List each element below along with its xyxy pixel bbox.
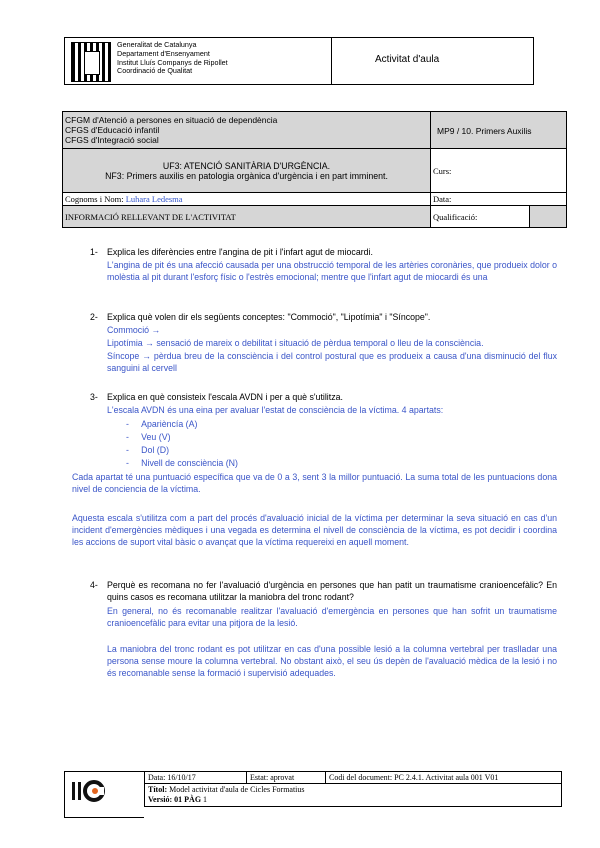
name-label: Cognoms i Nom:: [65, 194, 124, 204]
iic-logo: [70, 776, 110, 806]
footer-table: [144, 771, 562, 807]
q4-number: 4-: [90, 580, 98, 590]
curs-cell: [431, 149, 567, 193]
course-line: CFGS d'Integració social: [65, 135, 159, 145]
curs-label: Curs:: [433, 165, 452, 176]
q3-intro: L'escala AVDN és una eina per avaluar l'estat de consciència de la víctima. 4 apartats:: [107, 405, 444, 415]
nf-title: NF3: Primers auxilis en patologia orgànica d'urgència i en part imminent.: [105, 170, 388, 181]
q4-answer-1: En general, no és recomanable realitzar l'avaluació d'emergència en persones que han sofrit un traumatisme cranioencefàlic para evitar una pitjora de la lesió.: [107, 606, 557, 629]
q2-question: Explica què volen dir els següents conceptes: "Commoció", "Lipotímia" i "Síncope".: [107, 312, 431, 322]
document-header: [64, 37, 534, 85]
q1-number: 1-: [90, 247, 98, 257]
footer-date: Data: 16/10/17: [145, 772, 247, 784]
list-item: - Dol (D): [126, 445, 170, 455]
avdn-item: Dol (D): [141, 445, 170, 455]
student-name: Luhara Ledesma: [125, 194, 183, 204]
list-item: - Aparièncía (A): [126, 419, 198, 429]
footer-state: Estat: aprovat: [247, 772, 326, 784]
organization-block: [117, 41, 228, 76]
q4-question: Perquè es recomana no fer l'avaluació d'urgència en persones que han patit un traumatisme cranioencefàlic? En quins casos es recomana utilitzar la maniobra del tronc rodant?: [107, 580, 557, 603]
generalitat-logo: [71, 42, 111, 82]
info-table: [62, 111, 567, 228]
org-line: Institut Lluís Companys de Ripollet: [117, 57, 228, 67]
footer-title-cell: [145, 784, 562, 807]
footer-version: 01: [174, 795, 183, 804]
q3-number: 3-: [90, 392, 98, 402]
footer-page: 1: [203, 795, 208, 804]
org-line: Coordinació de Qualitat: [117, 66, 193, 76]
q3-paragraph-2: Aquesta escala s'utilitza com a part del procés d'avaluació inicial de la víctima per determinar la seva situació en cas d'un incident d'emergències mèdiques i una vegada es determina el nivell de consciència de la víctima, es pot decidir i coordina les accions de suport vital bàsic o avançat que la víctima requereixi en aquell moment.: [72, 513, 557, 548]
header-divider: [331, 38, 332, 84]
uf-title: UF3: ATENCIÓ SANITÀRIA D'URGÈNCIA.: [162, 160, 331, 171]
course-line: CFGS d'Educació infantil: [65, 125, 160, 135]
relevant-info-label: INFORMACIÓ RELLEVANT DE L'ACTIVITAT: [65, 211, 236, 222]
name-cell: [63, 193, 431, 206]
org-line: Generalitat de Catalunya: [117, 40, 197, 49]
avdn-item: Veu (V): [141, 432, 171, 442]
footer-version-label: Versió:: [148, 795, 173, 804]
footer-code: Codi del document: PC 2.4.1. Activitat aula 001 V01: [326, 772, 562, 784]
grade-cell: [431, 206, 530, 228]
q2-number: 2-: [90, 312, 98, 322]
grade-box: [530, 206, 567, 228]
date-label: Data:: [433, 194, 452, 204]
date-cell: [431, 193, 567, 206]
q4-answer-2: La maniobra del tronc rodant es pot utilitzar en cas d'una possible lesió a la columna vertebral per traslladar una persona sense moure la columna vertebral. No obstant això, el seu ús depèn de l'avaluació mèdica de la lesió i no és recomanable sense la formació i supervisió adequades.: [107, 644, 557, 679]
grade-label: Qualificació:: [433, 211, 478, 222]
uf-cell: [63, 149, 431, 193]
q2-answer-commocio: Commoció →: [107, 325, 161, 335]
list-item: - Nivell de consciència (N): [126, 458, 238, 468]
footer-title-label: Títol:: [148, 785, 168, 794]
q3-paragraph-1: Cada apartat té una puntuació específica que va de 0 a 3, sent 3 la millor puntuació. La suma total de les puntuacions dona nivel de conciencia de la víctima.: [72, 472, 557, 495]
module-cell: [431, 112, 567, 149]
q1-question: Explica les diferències entre l'angina de pit i l'infart agut de miocardi.: [107, 247, 373, 257]
avdn-item: Aparièncía (A): [141, 419, 198, 429]
activity-title: Activitat d'aula: [375, 54, 440, 65]
module-label: MP9 / 10. Primers Auxilis: [437, 126, 532, 136]
q1-answer: L'angina de pit és una afecció causada per una obstrucció temporal de les artèries coronàries, que produeix dolor o molèstia al pit durant l'esforç físic o l'estrès emocional; mentre que l'infart agut de miocardi és una: [107, 260, 557, 283]
q3-question: Explica en què consisteix l'escala AVDN i per a què s'utilitza.: [107, 392, 343, 402]
relevant-info-cell: [63, 206, 431, 228]
org-line: Departament d'Ensenyament: [117, 48, 210, 58]
course-line: CFGM d'Atenció a persones en situació de dependència: [65, 115, 278, 125]
footer-page-label: PÀG: [184, 795, 202, 804]
iic-logo-icon: [70, 776, 110, 806]
avdn-item: Nivell de consciència (N): [141, 458, 238, 468]
courses-cell: [63, 112, 431, 149]
q2-answer-lipotimia: Lipotímia → sensació de mareix o debilitat i situació de pèrdua temporal o lleu de la consciència.: [107, 338, 484, 348]
list-item: - Veu (V): [126, 432, 171, 442]
footer-title: Model activitat d'aula de Cicles Formatius: [169, 785, 305, 794]
q2-answer-sincope: Síncope → pèrdua breu de la consciència i del control postural que es produeix a causa d'una disminució del flux sanguini al cervell: [107, 351, 557, 374]
